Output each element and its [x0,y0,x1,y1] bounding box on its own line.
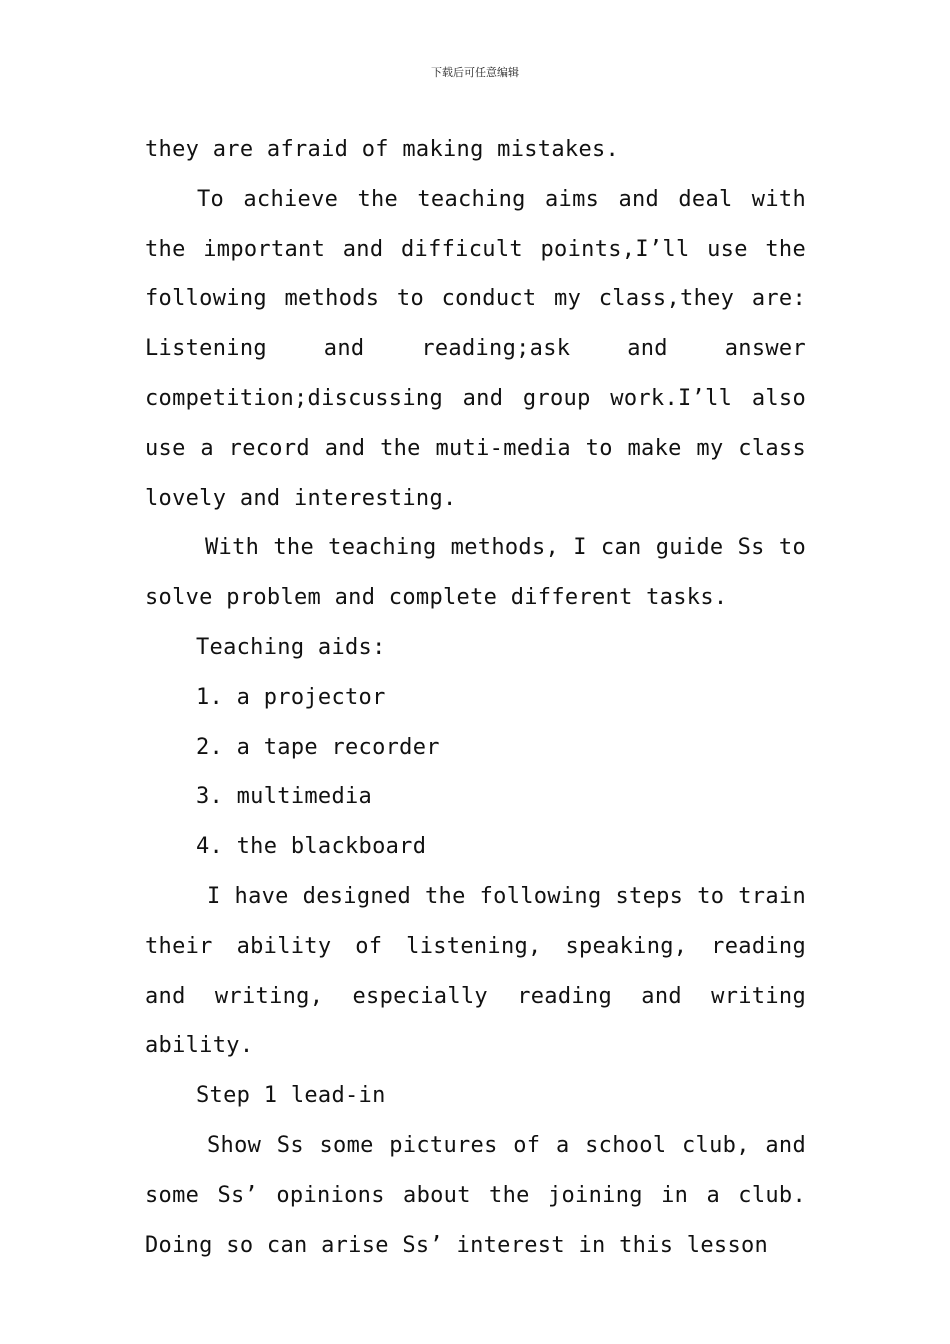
paragraph-steps: I have designed the following steps to train their ability of listening, speaking, reading and writing, especially reading and writing ability. [145,883,806,1059]
aids-list-item: 2. a tape recorder [196,734,440,760]
paragraph-methods: To achieve the teaching aims and deal with the important and difficult points,I’ll use the following methods to conduct my class,they are: Listening and reading;ask and answer competition;discussing and group work.I’ll also use a record and the muti-media to make my class lovely and interesting. [145,186,806,511]
step-1-title: Step 1 lead-in [196,1083,386,1109]
teaching-aids-title: Teaching aids: [196,634,386,660]
aids-list-item: 4. the blackboard [196,834,427,860]
document-body [145,125,806,1270]
page-header-note: 下载后可任意编辑 [431,66,519,79]
paragraph-step-1: Show Ss some pictures of a school club, and some Ss’ opinions about the joining in a club. Doing so can arise Ss’ interest in this lesson [145,1132,806,1258]
aids-list-item: 1. a projector [196,684,386,710]
paragraph-continuation: they are afraid of making mistakes. [145,137,620,162]
aids-list-item: 3. multimedia [196,784,373,810]
paragraph-guide: With the teaching methods, I can guide Ss to solve problem and complete different tasks. [145,535,806,611]
